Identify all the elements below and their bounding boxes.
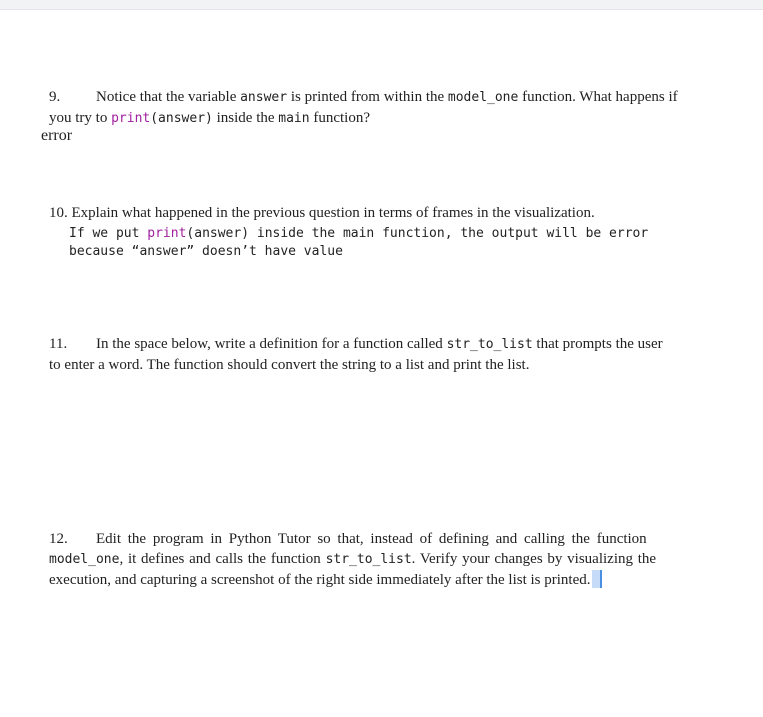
question-9-number: 9. bbox=[49, 89, 61, 105]
question-11-number: 11. bbox=[49, 336, 68, 352]
question-9 bbox=[49, 87, 715, 129]
question-12-text: , it defines and calls the function bbox=[119, 551, 326, 567]
code-str-to-list: str_to_list bbox=[446, 337, 533, 352]
question-10-answer[interactable] bbox=[69, 225, 715, 261]
code-print-arg: (answer) bbox=[150, 111, 213, 126]
top-toolbar-strip bbox=[0, 0, 763, 10]
question-11-line-1 bbox=[49, 334, 715, 355]
question-9-line-1 bbox=[49, 87, 715, 108]
code-print: print bbox=[147, 226, 187, 241]
code-model-one: model_one bbox=[49, 552, 120, 567]
question-10-answer-line-1 bbox=[69, 225, 715, 243]
question-11 bbox=[49, 334, 715, 375]
question-9-text: function. What happens if bbox=[518, 89, 678, 105]
code-model-one: model_one bbox=[447, 90, 519, 105]
question-12 bbox=[49, 529, 715, 590]
question-9-answer[interactable]: error bbox=[41, 127, 73, 144]
question-9-text: inside the bbox=[212, 110, 279, 126]
question-12-text: . Verify your changes by visualizing the bbox=[411, 551, 657, 567]
answer-text: (answer) inside the main function, the output will be error bbox=[186, 226, 649, 241]
code-main: main bbox=[278, 111, 310, 126]
code-str-to-list: str_to_list bbox=[325, 552, 412, 567]
question-11-text: In the space below, write a definition for a function called bbox=[96, 336, 447, 352]
question-9-text: Notice that the variable bbox=[96, 89, 241, 105]
question-9-line-2 bbox=[49, 108, 715, 129]
question-12-line-1 bbox=[49, 529, 715, 549]
question-11-line-2: to enter a word. The function should convert the string to a list and print the list. bbox=[49, 357, 530, 373]
question-9-text: you try to bbox=[49, 110, 112, 126]
question-12-text: Edit the program in Python Tutor so that, instead of defining and calling the function bbox=[96, 531, 647, 547]
question-12-text: execution, and capturing a screenshot of the right side immediately after the list is printed. bbox=[49, 572, 591, 588]
question-9-text: is printed from within the bbox=[287, 89, 448, 105]
text-cursor-selection[interactable] bbox=[592, 570, 602, 588]
question-12-line-3 bbox=[49, 570, 715, 590]
question-12-number: 12. bbox=[49, 531, 68, 547]
question-10-answer-line-2: because “answer” doesn’t have value bbox=[69, 244, 343, 259]
question-10: 10. Explain what happened in the previous question in terms of frames in the visualization. bbox=[49, 205, 595, 221]
code-print: print bbox=[111, 111, 151, 126]
answer-text: If we put bbox=[69, 226, 148, 241]
code-answer: answer bbox=[240, 90, 288, 105]
question-9-text: function? bbox=[309, 110, 370, 126]
question-11-text: that prompts the user bbox=[532, 336, 663, 352]
question-12-line-2 bbox=[49, 549, 715, 570]
